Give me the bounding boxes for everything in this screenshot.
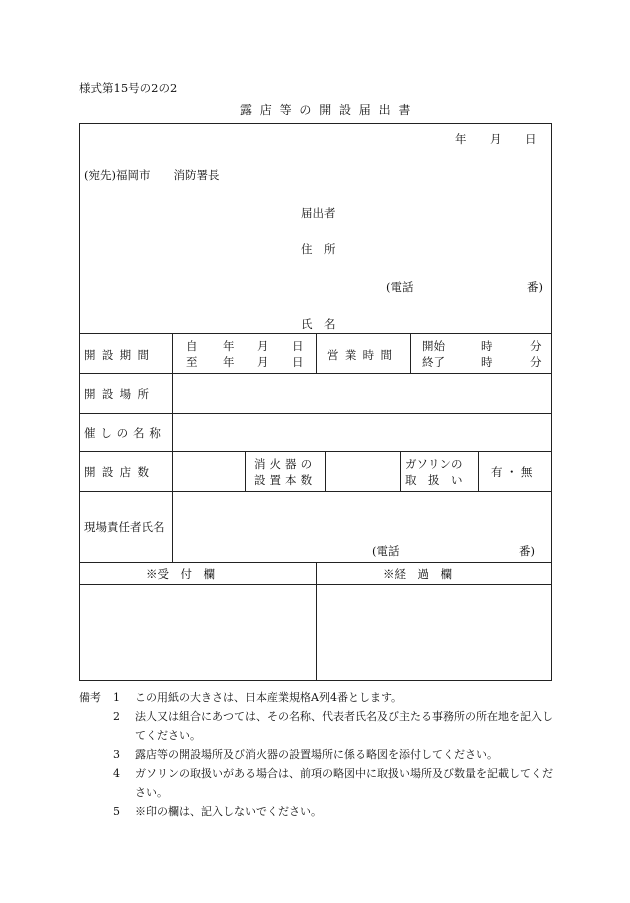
location-label: 開設場所 — [84, 387, 156, 401]
rule — [79, 373, 552, 374]
date-day-label: 日 — [525, 132, 537, 146]
period-to-year: 年 — [223, 355, 235, 369]
reception-column-header: ※受 付 欄 — [146, 567, 215, 581]
period-from-day: 日 — [292, 339, 304, 353]
address-label: 住 所 — [301, 242, 336, 256]
start-minute-label: 分 — [530, 339, 542, 353]
remark-text: ガソリンの取扱いがある場合は、前項の略図中に取扱い場所及び数量を記載してください。 — [135, 767, 553, 799]
remark-number: 1 — [113, 691, 120, 704]
remark-number: 5 — [113, 805, 120, 818]
period-to-month: 月 — [257, 355, 269, 369]
business-hours-label: 営業時間 — [327, 348, 399, 362]
phone-open-label: (電話 — [386, 280, 414, 294]
remark-item — [79, 802, 559, 821]
period-label: 開設期間 — [84, 348, 156, 362]
rule — [245, 451, 246, 491]
period-to-day: 日 — [292, 355, 304, 369]
rule — [79, 451, 552, 452]
period-from-year: 年 — [223, 339, 235, 353]
remark-text: 露店等の開設場所及び消火器の設置場所に係る略図を添付してください。 — [135, 748, 498, 761]
name-label: 氏 名 — [301, 317, 336, 331]
start-hour-label: 時 — [481, 339, 493, 353]
end-hour-label: 時 — [481, 355, 493, 369]
remark-number: 2 — [113, 710, 120, 723]
start-label: 開始 — [422, 339, 445, 353]
rule — [478, 451, 479, 491]
progress-column-header: ※経 過 欄 — [383, 567, 452, 581]
period-from-month: 月 — [257, 339, 269, 353]
rule — [316, 562, 317, 681]
gasoline-value: 有・無 — [491, 465, 536, 479]
remark-text: ※印の欄は、記入しないでください。 — [135, 805, 322, 818]
gasoline-label-line2: 取 扱 い — [405, 473, 463, 487]
remark-item — [79, 707, 559, 745]
rule — [79, 413, 552, 414]
period-from-label: 自 — [186, 339, 198, 353]
remarks-lead: 備考 — [79, 691, 101, 704]
period-to-label: 至 — [186, 355, 198, 369]
addressee: (宛先)福岡市 消防署長 — [84, 168, 220, 182]
rule — [410, 333, 411, 373]
remark-text: 法人又は組合にあつては、その名称、代表者氏名及び主たる事務所の所在地を記入してください。 — [135, 710, 553, 742]
extinguisher-label-line1: 消火器の — [254, 457, 317, 471]
remark-number: 4 — [113, 767, 120, 780]
rule — [400, 451, 401, 491]
document-title: 露店等の開設届出書 — [240, 103, 419, 117]
manager-label: 現場責任者氏名 — [84, 520, 165, 534]
remark-text: この用紙の大きさは、日本産業規格A列4番とします。 — [135, 691, 403, 704]
rule — [172, 333, 173, 562]
remark-item — [79, 688, 559, 707]
remark-item — [79, 764, 559, 802]
event-name-label: 催しの名称 — [84, 426, 166, 440]
manager-phone-close-label: 番) — [519, 544, 535, 558]
extinguisher-label-line2: 設置本数 — [254, 473, 317, 487]
date-year-label: 年 — [455, 132, 467, 146]
remarks — [79, 688, 559, 821]
remark-item — [79, 745, 559, 764]
store-count-label: 開設店数 — [84, 465, 156, 479]
rule — [325, 451, 326, 491]
phone-close-label: 番) — [527, 280, 543, 294]
end-minute-label: 分 — [530, 355, 542, 369]
rule — [79, 491, 552, 492]
date-month-label: 月 — [490, 132, 502, 146]
gasoline-label-line1: ガソリンの — [405, 457, 463, 471]
end-label: 終了 — [422, 355, 445, 369]
manager-phone-open-label: (電話 — [372, 544, 400, 558]
remark-number: 3 — [113, 748, 120, 761]
notifier-label: 届出者 — [301, 206, 336, 220]
rule — [316, 333, 317, 373]
form-number: 様式第15号の2の2 — [79, 81, 178, 95]
